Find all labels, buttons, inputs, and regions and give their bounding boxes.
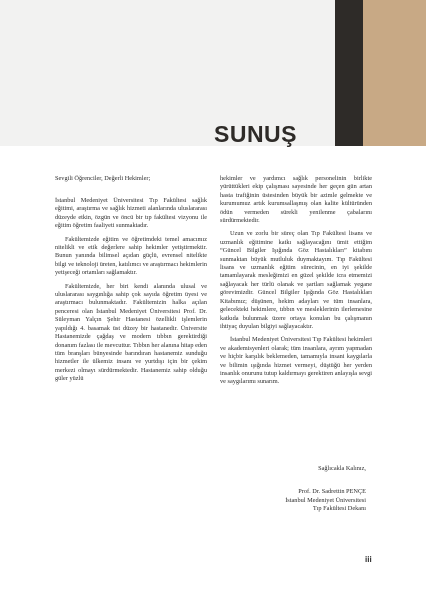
signature-block <box>285 465 366 514</box>
signatory-institution: İstanbul Medeniyet Üniversitesi <box>285 496 366 504</box>
closing-text: Sağlıcakla Kalınız, <box>318 465 366 472</box>
left-column <box>55 197 207 389</box>
left-paragraph-1: İstanbul Medeniyet Üniversitesi Tıp Fakültesi sağlık eğitimi, araştırma ve sağlık hizmeti alanlarında uluslararası düzeyde etkin, özgün ve öncü bir tıp fakültesi vizyonu ile eğitim öğretim faaliyeti sunmaktadır. <box>55 197 207 230</box>
page-title: SUNUŞ <box>214 121 298 147</box>
header-dark-band <box>335 0 363 146</box>
right-paragraph-3: İstanbul Medeniyet Üniversitesi Tıp Fakültesi hekimleri ve akademisyenleri olarak; tüm insanlara, ayrım yapmadan ve hiçbir karşılık beklemeden, tamamıyla insani kaygılarla ve bilimin ışığında hizmet vermeyi, düştüğü her yerden insanlık onurunu tutup kaldırmayı gerektiren anlayışla sevgi ve saygılarımı sunarım. <box>220 336 372 386</box>
signatory-name: Prof. Dr. Sadrettin PENÇE <box>298 488 366 496</box>
right-paragraph-1: hekimler ve yardımcı sağlık personelinin birlikte yürüttükleri ekip çalışması sayesinde her geçen gün artan hasta trafiğinin üstesinden büyük bir azimle gelmekte ve kurumumuz artık kurumsallaşmış olan kalite kültüründen ödün vermeden sürekli yenilenme çabalarını sürdürmektedir. <box>220 175 372 225</box>
signatory-role: Tıp Fakültesi Dekanı <box>312 505 366 513</box>
header-tan-band <box>363 0 426 146</box>
left-paragraph-3: Fakültemizde, her biri kendi alanında ulusal ve uluslararası saygınlığa sahip çok sayıda öğretim üyesi ve araştırmacı bulunmaktadır. Fakültemizin halka açılan penceresi olan İstanbul Medeniyet Üniversitesi Prof. Dr. Süleyman Yalçın Şehir Hastanesi özellikli işlemlerin yapıldığı 4. basamak üst düzey bir hastanedir. Üniversite Hastanemizde çağdaş ve modern tıbbın gerektirdiği donanım fazlası ile mevcuttur. Tıbbın her alanına hitap eden tüm branşları bünyesinde barındıran hastanemiz sunduğu hizmetler ile ülkemiz insanı ve yurtdışı için bir çekim merkezi olmayı sürdürmektedir. Hastanemiz sahip olduğu güler yüzlü <box>55 282 207 383</box>
right-column <box>220 175 372 392</box>
left-paragraph-2: Fakültemizde eğitim ve öğretimdeki temel amacımız nitelikli ve etik değerlere sahip hekimler yetiştirmektir. Bunun yanında bilimsel açıdan güçlü, evrensel nitelikte bilgi ve teknoloji üreten, katılımcı ve araştırmacı hekimlerin yetişeceği ortamları sağlamaktır. <box>55 235 207 277</box>
right-paragraph-2: Uzun ve zorlu bir süreç olan Tıp Fakültesi lisans ve uzmanlık eğitimine katkı sağlayacağını ümit ettiğim “Güncel Bilgiler Işığında Göz Hastalıkları” kitabını sunmaktan büyük mutluluk duymaktayım. Tıp Fakültesi lisans ve uzmanlık eğitim sürecinin, en iyi şekilde tamamlayarak mesleğimizi en güzel şekilde icra etmemizi sağlayacak her türlü olanak ve şartları sağlamak yegane görevimizdir. Güncel Bilgiler Işığında Göz Hastalıkları Kitabımız; düşünen, hekim adayları ve tüm insanlara, gelecekteki hekimlere, tıbbın ve mesleklerinin ilerlemesine katkıda bulunmak üzere ortaya konulan bu çalışmanın ihtiyaç duyulan bilgiyi sağlayacaktır. <box>220 230 372 330</box>
page-number: iii <box>365 555 372 564</box>
salutation: Sevgili Öğrenciler, Değerli Hekimler; <box>55 175 151 182</box>
